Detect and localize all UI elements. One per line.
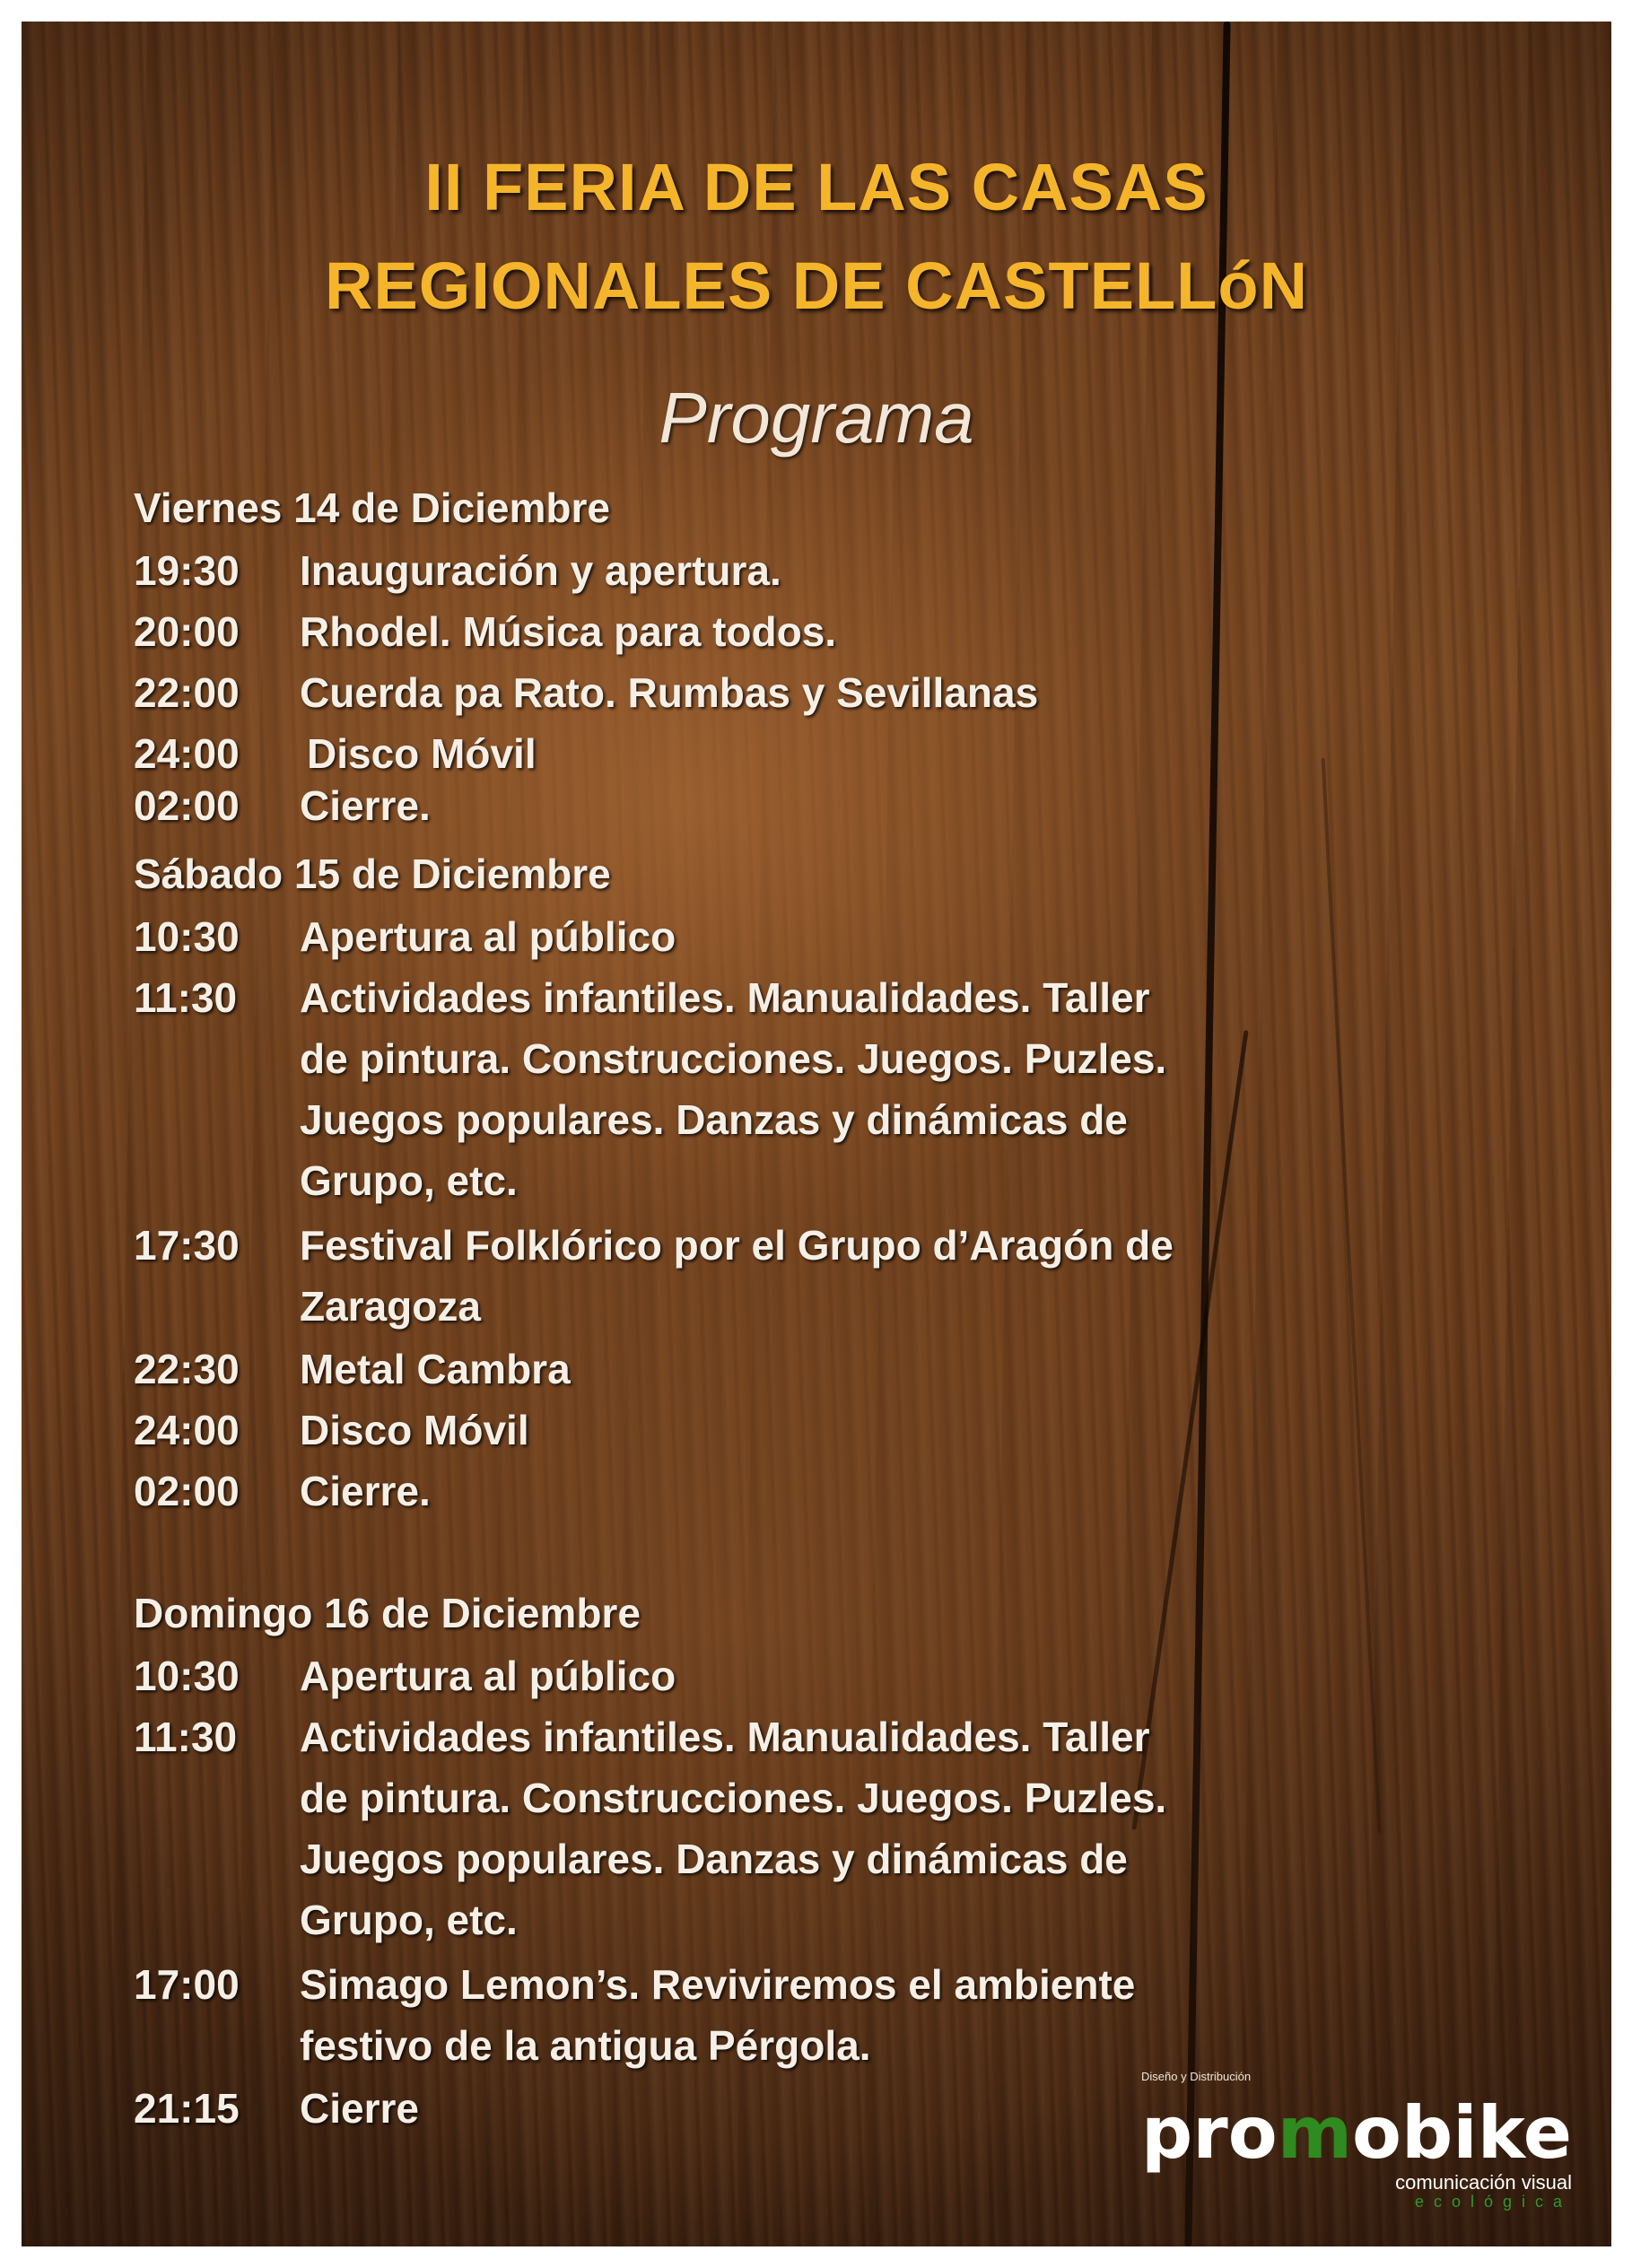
day-heading-sunday: Domingo 16 de Diciembre [134,1590,641,1636]
logo-wordmark-part: pro [1141,2091,1278,2175]
event-description: Inauguración y apertura. [300,547,781,594]
event-time: 19:30 [134,547,240,594]
event-time: 24:00 [134,1407,240,1453]
event-time: 10:30 [134,1653,240,1699]
poster-title-line-2: REGIONALES DE CASTELLóN [324,249,1309,323]
event-description: Festival Folklórico por el Grupo d’Aragón de Zaragoza [300,1222,1174,1330]
day-heading-saturday: Sábado 15 de Diciembre [134,850,611,897]
event-description: Apertura al público [300,913,676,960]
event-time: 11:30 [134,974,238,1021]
event-time: 22:30 [134,1346,240,1392]
logo-tagline-secondary: ecológica [1414,2193,1572,2211]
event-description: Disco Móvil [307,730,537,777]
event-description: Apertura al público [300,1653,676,1699]
event-description: Simago Lemon’s. Reviviremos el ambiente festivo de la antigua Pérgola. [300,1961,1136,2069]
poster [22,22,1611,2246]
programa-subtitle: Programa [659,378,974,458]
event-description: Cuerda pa Rato. Rumbas y Sevillanas [300,669,1039,716]
event-time: 21:15 [134,2085,240,2132]
event-description: Cierre [300,2085,419,2132]
event-description: Cierre. [300,782,431,829]
event-description: Actividades infantiles. Manualidades. Taller de pintura. Construcciones. Juegos. Puzles. Juegos populares. Danzas y dinámicas de Grupo, etc. [300,1714,1167,1943]
event-time: 20:00 [134,608,240,655]
event-time: 10:30 [134,913,240,960]
event-time: 17:30 [134,1222,240,1269]
event-time: 11:30 [134,1714,238,1760]
event-description: Metal Cambra [300,1346,571,1392]
event-time: 22:00 [134,669,240,716]
event-time: 02:00 [134,782,240,829]
poster-title-line-1: II FERIA DE LAS CASAS [424,150,1209,224]
logo-wordmark [1141,2091,1573,2175]
event-time: 24:00 [134,730,240,777]
promobike-logo [1141,2070,1573,2211]
logo-wordmark-part: obike [1352,2091,1573,2175]
event-time: 17:00 [134,1961,240,2008]
event-description: Rhodel. Música para todos. [300,608,837,655]
logo-tagline: comunicación visual [1395,2171,1572,2194]
logo-credit: Diseño y Distribución [1141,2070,1252,2083]
logo-wordmark-green-letter: m [1277,2091,1353,2175]
wood-crack [1322,758,1382,1834]
event-description: Disco Móvil [300,1407,529,1453]
event-description: Actividades infantiles. Manualidades. Taller de pintura. Construcciones. Juegos. Puzles. Juegos populares. Danzas y dinámicas de Grupo, etc. [300,974,1167,1204]
day-heading-friday: Viernes 14 de Diciembre [134,484,610,531]
event-description: Cierre. [300,1468,431,1514]
event-time: 02:00 [134,1468,240,1514]
